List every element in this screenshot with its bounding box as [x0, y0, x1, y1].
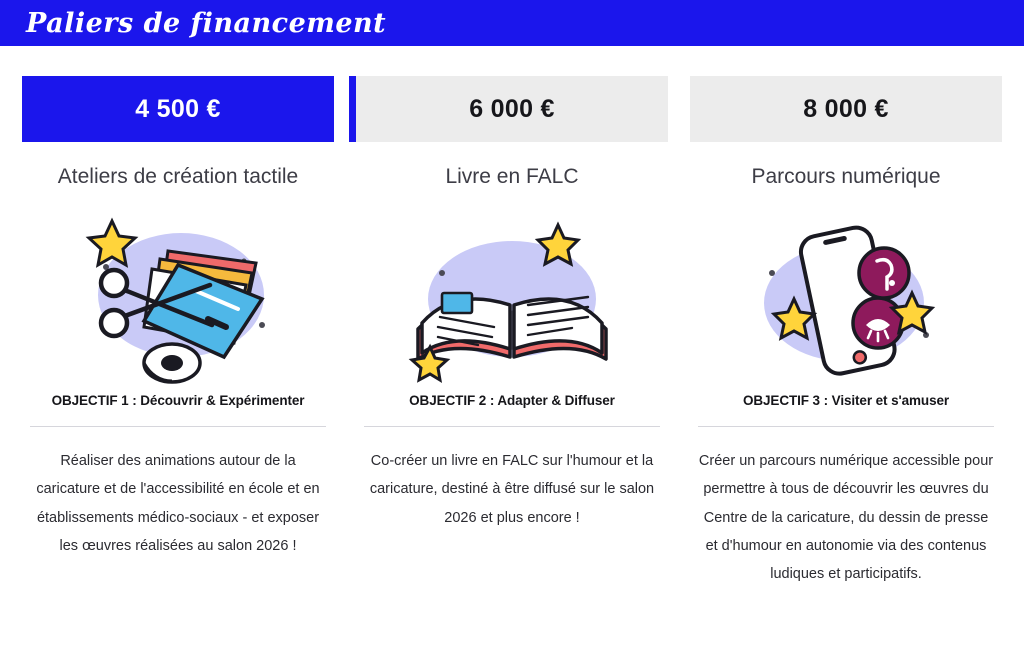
tier-objective: OBJECTIF 1 : Découvrir & Expérimenter — [51, 393, 305, 408]
tier-description: Réaliser des animations autour de la caricature et de l'accessibilité en école et en établissements médico-sociaux - et exposer les œuvres réalisées au salon 2026 ! — [36, 453, 320, 554]
smartphone-accessibility-illustration — [716, 207, 976, 387]
tier-amount-box — [22, 76, 334, 142]
tier-amount: 6 000 € — [469, 94, 555, 123]
tier-name: Livre en FALC — [445, 165, 579, 188]
funding-tiers-list — [0, 46, 1024, 588]
divider — [698, 426, 994, 427]
scissors-paper-craft-illustration — [48, 207, 308, 387]
tier-amount-box — [356, 76, 668, 142]
divider — [364, 426, 660, 427]
tier-description: Créer un parcours numérique accessible pour permettre à tous de découvrir les œuvres du Centre de la caricature, du dessin de presse et d'humour en autonomie via des contenus ludiques et participatifs. — [698, 453, 994, 583]
tier-name: Parcours numérique — [751, 165, 941, 188]
tier-name: Ateliers de création tactile — [57, 165, 299, 188]
page-title: Paliers de financement — [26, 7, 387, 39]
tier-amount-box — [690, 76, 1002, 142]
tier-amount: 8 000 € — [803, 94, 889, 123]
tier-description: Co-créer un livre en FALC sur l'humour et la caricature, destiné à être diffusé sur le salon 2026 et plus encore ! — [369, 453, 655, 526]
funding-tier-card — [690, 76, 1002, 588]
tier-objective: OBJECTIF 2 : Adapter & Diffuser — [409, 393, 615, 408]
open-book-illustration — [382, 207, 642, 387]
funding-tier-card — [22, 76, 334, 560]
tier-objective: OBJECTIF 3 : Visiter et s'amuser — [742, 393, 950, 408]
page-header-banner — [0, 0, 1024, 46]
funding-tier-card — [356, 76, 668, 532]
tier-amount: 4 500 € — [135, 94, 221, 123]
divider — [30, 426, 326, 427]
